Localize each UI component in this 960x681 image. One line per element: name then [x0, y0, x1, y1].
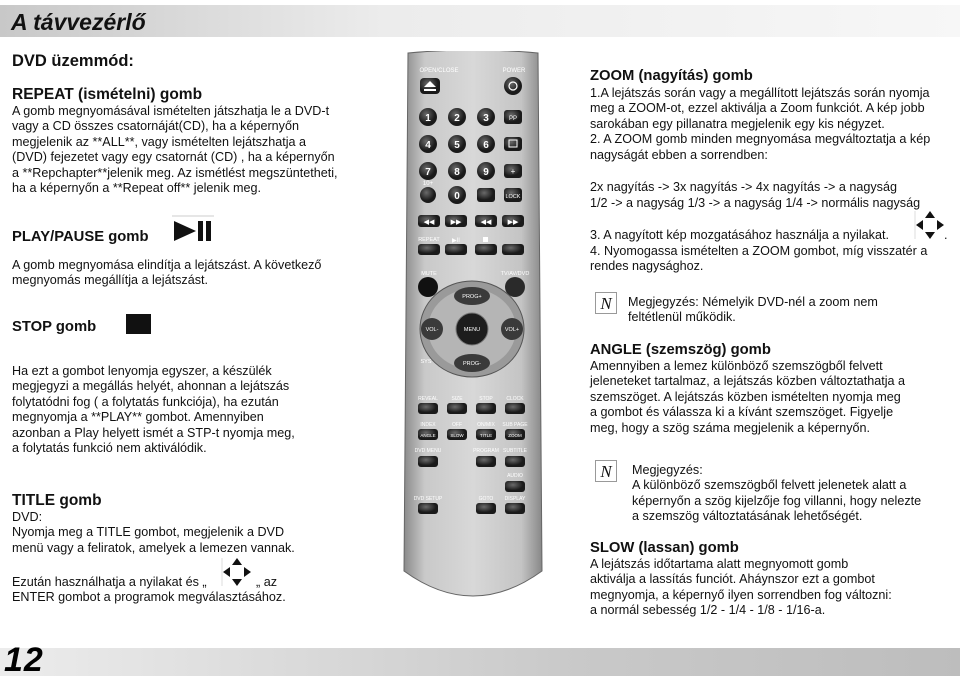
- text-line: Megjegyzés:: [632, 463, 703, 477]
- playpause-text: [12, 258, 321, 289]
- slow-heading: SLOW (lassan) gomb: [590, 540, 739, 556]
- remote-key-label: DVD MENU: [414, 448, 442, 454]
- arrow-keys-icon: [220, 557, 254, 587]
- text-line: ha a képernyőn a **Repeat off** jelenik meg.: [12, 181, 262, 196]
- text-line: a folytatás funkció nem aktiválódik.: [12, 441, 207, 456]
- svg-text:▶▶: ▶▶: [507, 219, 519, 226]
- remote-mute-label: MUTE: [421, 271, 437, 277]
- page-number: 12: [4, 641, 44, 679]
- remote-key-label: REVEAL: [418, 396, 438, 402]
- remote-key-label: SLOW: [450, 433, 464, 438]
- svg-text:+: +: [510, 167, 516, 176]
- remote-key-label: OFF: [452, 422, 462, 428]
- remote-gview-button: [477, 188, 495, 202]
- remote-key-label: ANGLE: [420, 433, 436, 438]
- remote-lock-label: LOCK: [505, 194, 521, 200]
- remote-key-label: ON/MIX: [477, 422, 495, 428]
- text-line: képernyőn a szög kijelzője fog villanni, hogy nelezte: [632, 493, 922, 508]
- remote-control-image: [402, 51, 544, 608]
- remote-key-label: PROGRAM: [473, 448, 499, 454]
- title-heading: TITLE gomb: [12, 492, 102, 509]
- text-line: a gombot és válassza ki a kívánt szemszöget. Figyelje: [590, 405, 894, 420]
- title-text-line4b: „ az: [256, 575, 277, 589]
- remote-digit: 2: [454, 113, 460, 124]
- text-line: A gomb megnyomásával ismételten játszhatja le a DVD-t: [12, 104, 330, 118]
- remote-key-label: ZOOM: [508, 433, 522, 438]
- remote-prog-minus-label: PROG-: [462, 361, 482, 367]
- svg-text:N: N: [600, 294, 612, 313]
- remote-tvav-label: TV/AV/DVD: [500, 271, 530, 277]
- title-text: [12, 510, 295, 556]
- text-line: megnyomja a **PLAY** gombot. Amennyiben: [12, 410, 264, 425]
- note-icon: [595, 460, 617, 482]
- text-line: 4. Nyomogassa ismételten a ZOOM gombot, míg visszatér a: [590, 244, 928, 258]
- note-icon: [595, 292, 617, 314]
- repeat-heading: REPEAT (ismételni) gomb: [12, 86, 203, 103]
- remote-key-label: GOTO: [478, 496, 494, 502]
- remote-vol-plus-label: VOL+: [504, 327, 520, 333]
- remote-prog-plus-label: PROG+: [462, 294, 482, 300]
- text-line: menü vagy a feliratok, amelyek a lemezen vannak.: [12, 540, 295, 555]
- text-line: Amennyiben a lemez különböző szemszögből felvett: [590, 359, 883, 373]
- remote-pp-label: PP: [508, 116, 518, 122]
- remote-key-label: DVD SETUP: [413, 496, 443, 502]
- remote-digit: 4: [425, 140, 431, 151]
- text-line: DVD:: [12, 510, 43, 524]
- text-line: Nyomja meg a TITLE gombot, megjelenik a DVD: [12, 525, 285, 540]
- zoom-note: [628, 295, 878, 326]
- remote-open-close-label: OPEN/CLOSE: [419, 68, 459, 74]
- stop-icon: [126, 314, 151, 334]
- zoom-text: [590, 86, 930, 163]
- text-line: A különböző szemszögből felvett jelenetek alatt a: [632, 478, 907, 493]
- svg-text:◀◀: ◀◀: [480, 219, 492, 226]
- slow-text: [590, 557, 892, 619]
- text-line: A lejátszás időtartama alatt megnyomott gomb: [590, 557, 849, 571]
- zoom-heading: ZOOM (nagyítás) gomb: [590, 68, 753, 84]
- remote-repeat-label: REPEAT: [418, 237, 440, 243]
- remote-digit: 3: [483, 113, 489, 124]
- text-line: megnyomja, a képernyő ilyen sorrendben fog változni:: [590, 587, 892, 602]
- angle-text: [590, 359, 905, 436]
- text-line: a szemszög változtatásának lehetőségét.: [632, 509, 863, 524]
- text-line: szemszöget. A lejátszás közben ismételten nyomja meg: [590, 389, 901, 404]
- text-line: Megjegyzés: Némelyik DVD-nél a zoom nem: [628, 295, 878, 309]
- title-text-line4a: Ezután használhatja a nyilakat és „: [12, 575, 207, 589]
- text-line: aktiválja a lassítás funciót. Aháynszor ezt a gombot: [590, 572, 875, 587]
- text-line: (DVD) fejezetet vagy egy csatornát (CD) , ha a képernyőn: [12, 150, 335, 165]
- remote-digit: 0: [454, 191, 460, 202]
- remote-digit: 1: [425, 113, 431, 124]
- remote-digit: 6: [483, 140, 489, 151]
- remote-key-label: INDEX: [420, 422, 436, 428]
- remote-square-button: [504, 137, 522, 151]
- svg-text:N: N: [600, 462, 612, 481]
- mode-title: DVD üzemmód:: [12, 52, 134, 70]
- remote-ten-plus-label: 10+: [422, 181, 434, 187]
- text-line: megjegyzi a megállás helyét, ahonnan a lejátszás: [12, 379, 290, 394]
- zoom-line-3-end: .: [944, 228, 948, 242]
- zoom-line-4: [590, 244, 927, 275]
- remote-menu-label: MENU: [463, 327, 481, 333]
- header-bar: [0, 5, 960, 37]
- text-line: a **Repchapter**jelenik meg. Az ismétlést megszüntetheti,: [12, 165, 338, 180]
- zoom-sequence-1: 2x nagyítás -> 3x nagyítás -> 4x nagyítás -> a nagyság: [590, 180, 897, 194]
- remote-key-label: SUBTITLE: [503, 448, 527, 454]
- text-line: vagy a CD összes csatornáját(CD), ha a képernyőn: [12, 119, 299, 134]
- text-line: folytatódni fog ( a folytatás funkciója), ha ezután: [12, 394, 279, 409]
- remote-key-label: DISPLAY: [504, 496, 526, 502]
- remote-key-label: AUDIO: [507, 473, 523, 479]
- remote-digit: 7: [425, 167, 431, 178]
- svg-text:▶II: ▶II: [452, 238, 460, 244]
- play-pause-icon: [170, 213, 216, 243]
- text-line: meg, hogy a szög száma megjelenik a képernyőn.: [590, 420, 871, 435]
- repeat-text: [12, 104, 338, 196]
- playpause-heading: PLAY/PAUSE gomb: [12, 229, 149, 245]
- remote-key-label: SIZE: [451, 396, 463, 402]
- text-line: a normál sebesség 1/2 - 1/4 - 1/8 - 1/16-a.: [590, 603, 826, 618]
- remote-power-label: POWER: [502, 68, 526, 74]
- text-line: A gomb megnyomása elindítja a lejátszást. A következő: [12, 258, 322, 272]
- remote-key-label: SUB PAGE: [502, 422, 528, 428]
- remote-digit: 9: [483, 167, 489, 178]
- text-line: 2. A ZOOM gomb minden megnyomása megváltoztatja a kép: [590, 132, 931, 147]
- text-line: 1.A lejátszás során vagy a megállított lejátszás során nyomja: [590, 86, 930, 100]
- remote-key-label: STOP: [479, 396, 493, 402]
- remote-sys-label: SYS: [420, 359, 432, 365]
- svg-text:◀◀: ◀◀: [423, 219, 435, 226]
- page-title: A távvezérlő: [11, 9, 146, 35]
- text-line: jeleneteket tartalmaz, a lejátszás közben változtathatja a: [590, 374, 906, 389]
- arrow-keys-icon: [913, 210, 947, 240]
- svg-text:▶▶: ▶▶: [450, 219, 462, 226]
- stop-heading: STOP gomb: [12, 319, 97, 335]
- angle-heading: ANGLE (szemszög) gomb: [590, 342, 771, 358]
- text-line: meg a ZOOM-ot, ezzel aktiválja a Zoom funkciót. A kép jobb: [590, 101, 925, 116]
- text-line: sarokában egy pillanatra megjelenik egy kis négyzet.: [590, 116, 885, 131]
- remote-digit: 8: [454, 167, 460, 178]
- remote-vol-minus-label: VOL-: [425, 327, 439, 333]
- remote-digit: 5: [454, 140, 460, 151]
- text-line: megjelenik az **ALL**, vagy ismételten lejátszhatja a: [12, 134, 307, 149]
- stop-text: [12, 364, 295, 456]
- text-line: azonban a Play helyett ismét a STP-t nyomja meg,: [12, 425, 295, 440]
- text-line: Ha ezt a gombot lenyomja egyszer, a készülék: [12, 364, 272, 378]
- remote-power-button: [504, 77, 522, 95]
- zoom-sequence-2: 1/2 -> a nagyság 1/3 -> a nagyság 1/4 -> normális nagyság: [590, 196, 921, 210]
- title-text-line5: ENTER gombot a programok megválasztásához.: [12, 590, 286, 604]
- remote-key-label: TITLE: [479, 433, 493, 438]
- text-line: megnyomás megállítja a lejátszást.: [12, 273, 208, 288]
- remote-mute-button: [418, 277, 438, 297]
- text-line: nagyságát ebben a sorrendben:: [590, 147, 768, 162]
- text-line: rendes nagysághoz.: [590, 259, 704, 274]
- angle-note: [632, 463, 921, 525]
- text-line: feltétlenül működik.: [628, 310, 736, 325]
- remote-key-label: CLOCK: [506, 396, 524, 402]
- footer-bar: [0, 648, 960, 676]
- zoom-line-3: 3. A nagyított kép mozgatásához használja a nyilakat.: [590, 228, 889, 242]
